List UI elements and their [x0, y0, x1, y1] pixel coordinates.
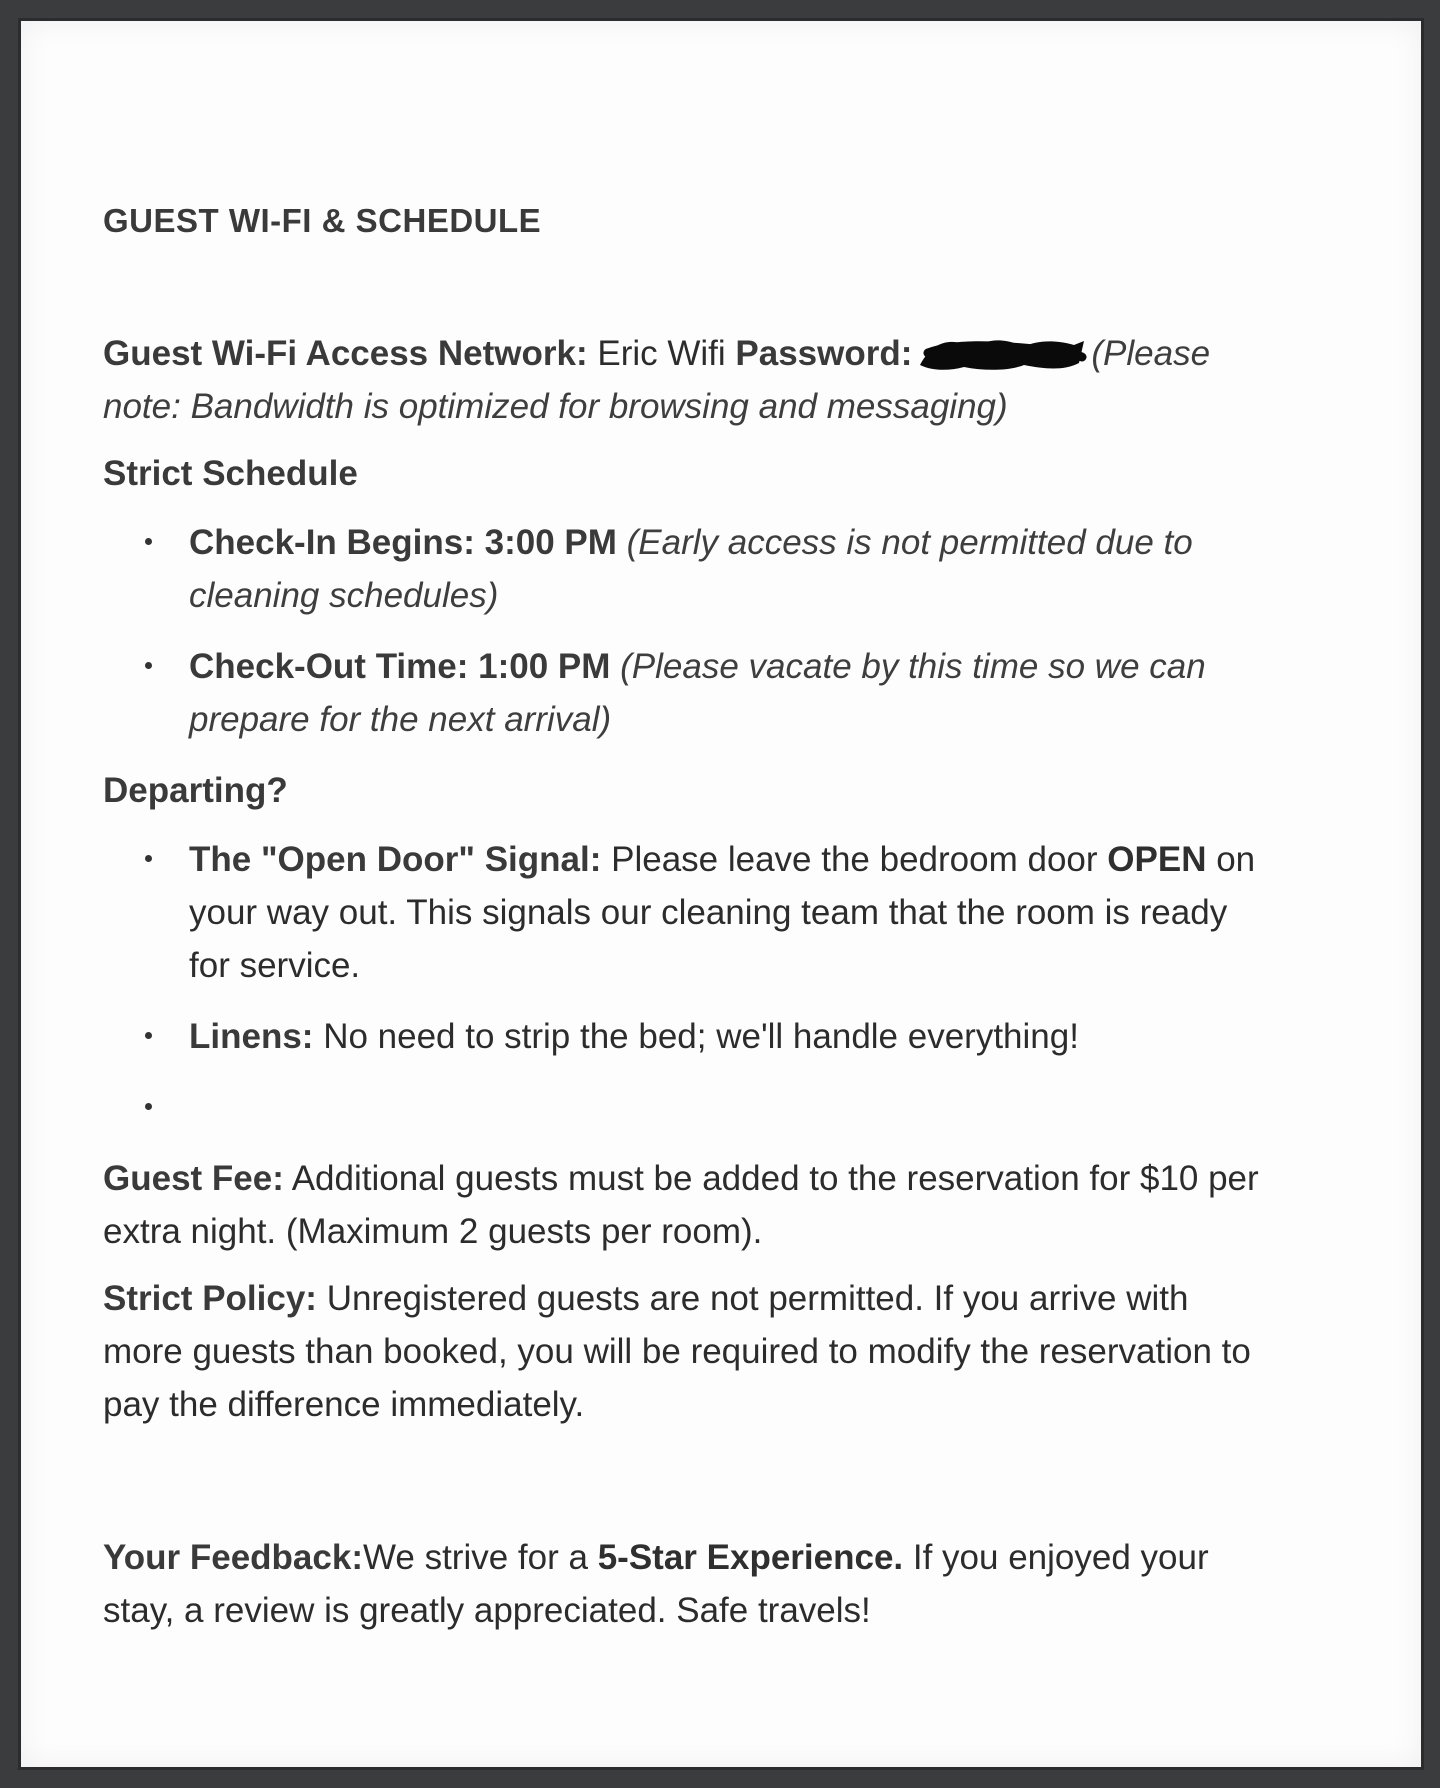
schedule-list — [103, 516, 1263, 746]
feedback-text-before: We strive for a — [362, 1538, 588, 1577]
wifi-password-label: Password: — [735, 334, 913, 373]
strict-policy-text: Unregistered guests are not permitted. If you arrive with more guests than booked, you will be required to modify the reservation to pay the difference immediately. — [103, 1279, 1251, 1424]
guest-fee-text: Additional guests must be added to the reservation for $10 per extra night. (Maximum 2 guests per room). — [103, 1159, 1259, 1251]
check-in-label: Check-In Begins: 3:00 PM — [189, 523, 617, 562]
departing-title: Departing? — [103, 771, 288, 810]
paper-sheet — [18, 18, 1424, 1770]
strict-policy-paragraph — [103, 1272, 1263, 1431]
list-item — [103, 833, 1263, 992]
strict-policy-label: Strict Policy: — [103, 1279, 317, 1318]
list-item — [103, 516, 1263, 622]
bullet-dot — [145, 662, 152, 669]
feedback-label: Your Feedback: — [103, 1538, 363, 1577]
open-door-emphasis: OPEN — [1107, 840, 1207, 879]
strict-schedule-title: Strict Schedule — [103, 454, 358, 493]
page-title: GUEST WI-FI & SCHEDULE — [103, 202, 542, 239]
open-door-label: The "Open Door" Signal: — [189, 840, 602, 879]
guest-fee-label: Guest Fee: — [103, 1159, 284, 1198]
document-content — [103, 201, 1263, 1651]
check-out-label: Check-Out Time: 1:00 PM — [189, 647, 611, 686]
bullet-dot — [145, 855, 152, 862]
wifi-paragraph — [103, 327, 1263, 433]
bullet-dot — [145, 538, 152, 545]
check-out-note: (Please vacate by this time so we can prepare for the next arrival) — [189, 647, 1206, 739]
guest-fee-paragraph — [103, 1152, 1263, 1258]
open-door-text-after: on your way out. This signals our cleaning team that the room is ready for service. — [189, 840, 1256, 985]
bullet-dot — [145, 1103, 152, 1110]
feedback-emphasis: 5-Star Experience. — [597, 1538, 904, 1577]
redacted-password-scribble — [914, 335, 1089, 373]
feedback-paragraph — [103, 1531, 1263, 1637]
spacer — [103, 1445, 1263, 1531]
list-item — [103, 640, 1263, 746]
departing-list — [103, 833, 1263, 1134]
feedback-text-after: If you enjoyed your stay, a review is greatly appreciated. Safe travels! — [103, 1538, 1209, 1630]
linens-text: No need to strip the bed; we'll handle everything! — [323, 1017, 1079, 1056]
open-door-text-before: Please leave the bedroom door — [611, 840, 1098, 879]
bullet-dot — [145, 1032, 152, 1039]
linens-label: Linens: — [189, 1017, 314, 1056]
check-in-note: (Early access is not permitted due to cleaning schedules) — [189, 523, 1193, 615]
wifi-network-value: Eric Wifi — [597, 334, 726, 373]
list-item-empty — [103, 1081, 1263, 1134]
list-item — [103, 1010, 1263, 1063]
wifi-bandwidth-note: (Please note: Bandwidth is optimized for browsing and messaging) — [103, 334, 1211, 426]
wifi-network-label: Guest Wi-Fi Access Network: — [103, 334, 588, 373]
